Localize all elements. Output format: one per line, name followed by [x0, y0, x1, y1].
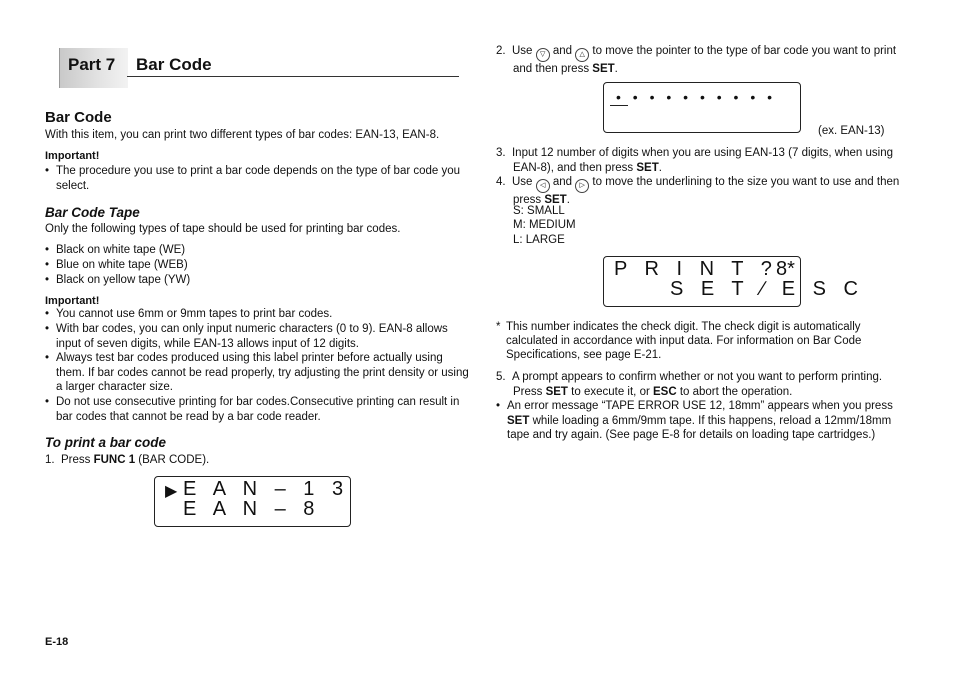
list-item: • Black on yellow tape (YW) [45, 273, 470, 288]
list-item: • With bar codes, you can only input numeric characters (0 to 9). EAN-8 allows input of seven digits, while EAN-13 allows input of 12 digits. [45, 322, 470, 351]
important-label-1: Important! [45, 150, 100, 162]
error-note: • An error message “TAPE ERROR USE 12, 18mm” appears when you press SET while loading a 6mm/9mm tape. If this happens, reload a 12mm/18mm tape and try again. (See page E-8 for details on loading tape cartridges.) [496, 399, 921, 443]
lcd-dots: • • • • • • • • • • [616, 89, 777, 105]
size-medium: M: MEDIUM [513, 219, 576, 231]
lcd-print-count: 8* [776, 258, 795, 280]
lcd-display-print [603, 256, 864, 307]
step-5: 5. A prompt appears to confirm whether or not you want to perform printing. Press SET to execute it, or ESC to abort the operation. [496, 371, 883, 398]
list-item: • Blue on white tape (WEB) [45, 258, 470, 273]
step-3: 3. Input 12 number of digits when you are using EAN-13 (7 digits, when using EAN-8), and then press SET. [496, 147, 893, 174]
step-2: 2. Use ▽ and △ to move the pointer to the type of bar code you want to print and then press SET. [496, 45, 897, 75]
left-arrow-icon: ◁ [536, 179, 550, 193]
heading-to-print: To print a bar code [45, 435, 167, 450]
down-arrow-icon: ▽ [536, 48, 550, 62]
list-item: • Do not use consecutive printing for bar codes.Consecutive printing can result in bar codes that cannot be read by a bar code reader. [45, 395, 470, 424]
note-line-2: calculated in accordance with input data. For information on Bar Code [506, 335, 862, 347]
tape-intro: Only the following types of tape should be used for printing bar codes. [45, 223, 401, 235]
heading-bar-code: Bar Code [45, 109, 112, 126]
list-item: • Always test bar codes produced using this label printer before actually using them. If bar codes cannot be read properly, try adjusting the print density or using a larger character size. [45, 351, 470, 395]
lcd-display-ean [154, 476, 351, 527]
lcd-caption: (ex. EAN-13) [818, 125, 885, 137]
header-rule [127, 76, 459, 77]
page-title: Bar Code [136, 55, 212, 74]
lcd-print-line: P R I N T ? [614, 258, 778, 280]
lcd-display-digits [603, 82, 801, 133]
lcd-line-2: E A N – 8 [183, 498, 321, 520]
important-item: • The procedure you use to print a bar code depends on the type of bar code you select. [45, 164, 470, 193]
list-item: • Black on white tape (WE) [45, 243, 470, 258]
lcd-cursor [610, 105, 628, 106]
lcd-line-1: E A N – 1 3 [183, 478, 350, 500]
pointer-icon: ▶ [165, 483, 178, 500]
heading-bar-code-tape: Bar Code Tape [45, 205, 140, 220]
intro-text: With this item, you can print two different types of bar codes: EAN-13, EAN-8. [45, 129, 440, 141]
step-4: 4. Use ◁ and ▷ to move the underlining to the size you want to use and then press SET. [496, 176, 900, 206]
list-item: • You cannot use 6mm or 9mm tapes to print bar codes. [45, 307, 470, 322]
right-arrow-icon: ▷ [575, 179, 589, 193]
page-number: E-18 [45, 636, 69, 648]
important-label-2: Important! [45, 295, 100, 307]
up-arrow-icon: △ [575, 48, 589, 62]
size-large: L: LARGE [513, 234, 565, 246]
note-line-3: Specifications, see page E-21. [506, 349, 662, 361]
lcd-set-esc-line: S E T ∕ E S C [670, 278, 864, 300]
part-label: Part 7 [68, 55, 116, 74]
note-star: * [496, 321, 501, 333]
step-1: 1. Press FUNC 1 (BAR CODE). [45, 454, 210, 466]
note-line-1: This number indicates the check digit. The check digit is automatically [506, 321, 861, 333]
size-small: S: SMALL [513, 205, 565, 217]
